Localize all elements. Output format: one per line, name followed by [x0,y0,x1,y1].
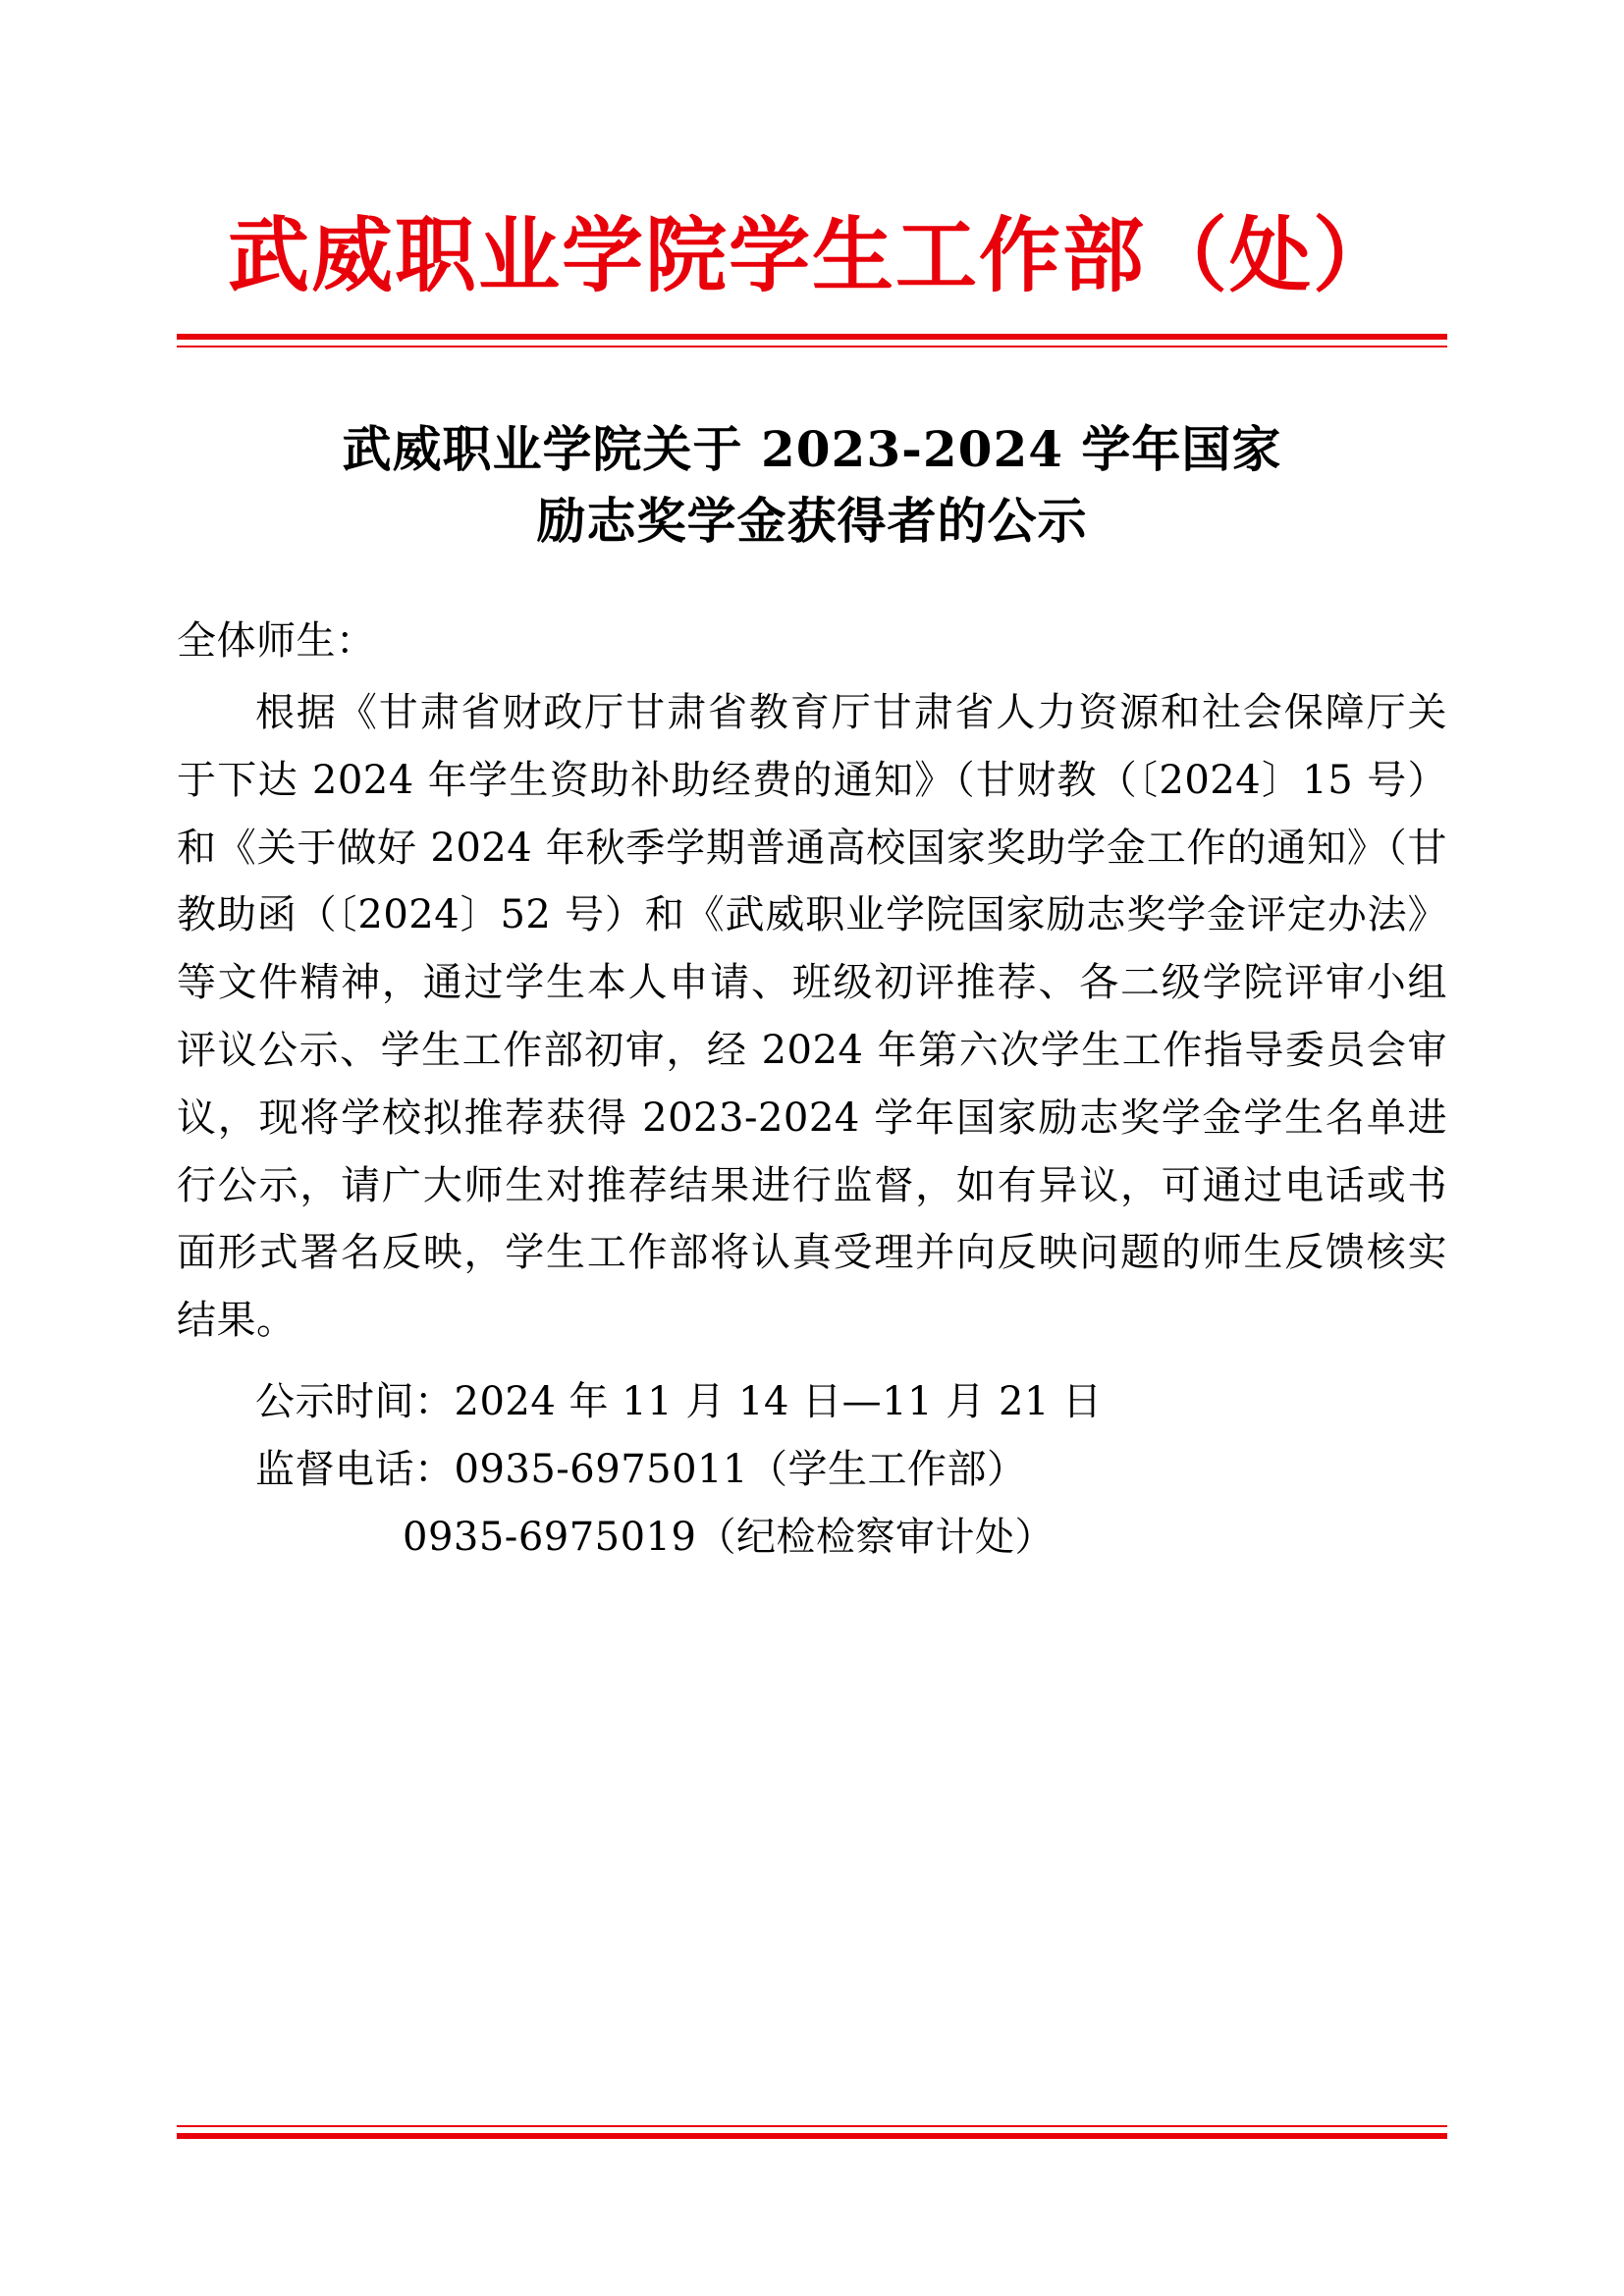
page-title-line-1: 武威职业学院关于 2023-2024 学年国家 [342,420,1282,479]
salutation: 全体师生： [177,618,376,665]
header-rule-group [177,334,1447,347]
footer-rule-thin [177,2125,1447,2127]
supervision-phone-discipline-office: 0935-6975019（纪检检察审计处） [403,1514,1055,1560]
letterhead-title: 武威职业学院学生工作部（处） [228,207,1396,303]
header-rule-thick [177,334,1447,340]
footer-rule-group [177,2125,1447,2139]
page-title-line-2: 励志奖学金获得者的公示 [536,491,1088,550]
header-rule-thin [177,346,1447,347]
publicity-period: 公示时间：2024 年 11 月 14 日—11 月 21 日 [255,1379,1103,1425]
contact-info-block [177,1368,1447,1571]
main-paragraph: 根据《甘肃省财政厅甘肃省教育厅甘肃省人力资源和社会保障厅关于下达 2024 年学生资助补助经费的通知》（甘财教（〔2024〕15 号）和《关于做好 2024 年秋季学期普通高校国家奖助学金工作的通知》（甘教助函（〔2024〕52 号）和《武威职业学院国家励志奖学金评定办法》等文件精神，通过学生本人申请、班级初评推荐、各二级学院评审小组评议公示、学生工作部初审，经 2024 年第六次学生工作指导委员会审议，现将学校拟推荐获得 2023-2024 学年国家励志奖学金学生名单进行公示，请广大师生对推荐结果进行监督，如有异议，可通过电话或书面形式署名反映，学生工作部将认真受理并向反映问题的师生反馈核实结果。 [177,690,1447,1344]
page-title [177,414,1447,557]
supervision-phone-student-affairs: 监督电话：0935-6975011（学生工作部） [255,1446,1027,1492]
letterhead [177,0,1447,303]
footer-rule-thick [177,2133,1447,2139]
document-body [177,608,1447,1571]
